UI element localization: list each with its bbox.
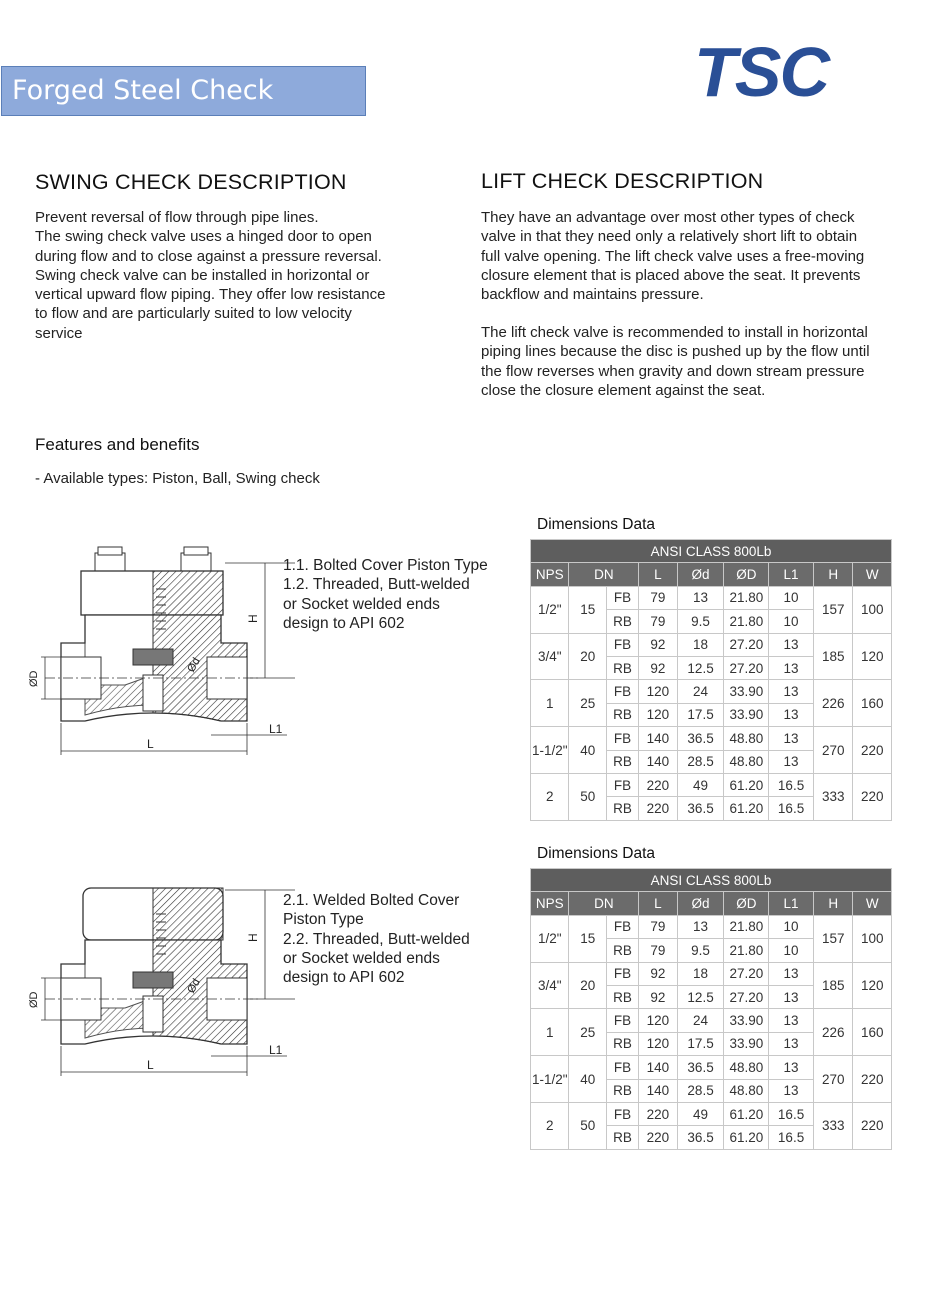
cell-dn: 15	[569, 915, 606, 962]
cell-bore-type: FB	[606, 1056, 638, 1079]
lift-check-heading: LIFT CHECK DESCRIPTION	[481, 169, 764, 193]
cell-h: 157	[813, 586, 853, 633]
table-row	[531, 915, 892, 938]
swing-check-description: Prevent reversal of flow through pipe lines. The swing check valve uses a hinged door to open during flow and to close against a pressure reversal. Swing check valve can be installed in horizontal or vertical upward flow piping. They offer low resistance to flow and are particularly suited to low velocity service	[35, 209, 386, 342]
cell-bore-type: FB	[606, 915, 638, 938]
cell-l1: 13	[769, 1056, 814, 1079]
table-row	[531, 1056, 892, 1079]
col-header-dn: DN	[569, 563, 639, 586]
cell-bore-type: RB	[606, 1079, 638, 1102]
cell-l1: 13	[769, 750, 814, 773]
cell-large-d: 61.20	[724, 1102, 769, 1125]
cell-large-d: 61.20	[724, 1126, 769, 1149]
cell-l1: 10	[769, 610, 814, 633]
cell-h: 226	[813, 680, 853, 727]
cell-dn: 25	[569, 680, 606, 727]
class-header: ANSI CLASS 800Lb	[531, 869, 892, 892]
cell-large-d: 33.90	[724, 1009, 769, 1032]
lift-check-description-2: The lift check valve is recommended to install in horizontal piping lines because the disc is pushed up by the flow until the flow reverses when gravity and down stream pressure close the closure element against the seat.	[481, 324, 870, 399]
dimensions-caption-2: Dimensions Data	[537, 845, 656, 862]
cell-bore-type: FB	[606, 773, 638, 796]
cell-bore-type: RB	[606, 610, 638, 633]
cell-l1: 10	[769, 586, 814, 609]
tsc-logo: TSC	[694, 33, 828, 111]
cell-bore-type: RB	[606, 750, 638, 773]
cell-l: 79	[639, 915, 677, 938]
cell-large-d: 48.80	[724, 1056, 769, 1079]
table-row	[531, 680, 892, 703]
cell-nps: 1/2"	[531, 915, 569, 962]
cell-small-d: 36.5	[677, 1126, 724, 1149]
cell-l: 120	[639, 703, 677, 726]
cell-bore-type: RB	[606, 1032, 638, 1055]
col-header-nps: NPS	[531, 563, 569, 586]
cell-nps: 1/2"	[531, 586, 569, 633]
cell-l1: 16.5	[769, 1102, 814, 1125]
cell-dn: 40	[569, 727, 606, 774]
table-row	[531, 633, 892, 656]
cell-h: 226	[813, 1009, 853, 1056]
dim-label-od-small: Ød	[185, 655, 203, 675]
cell-small-d: 18	[677, 633, 724, 656]
valve-drawing-welded-cover	[25, 880, 295, 1080]
lift-check-description-1: They have an advantage over most other types of check valve in that they need only a relatively short lift to obtain full valve opening. The lift check valve uses a free-moving closure element that is placed above the seat. It prevents backflow and maintains pressure.	[481, 209, 865, 304]
cell-small-d: 49	[677, 773, 724, 796]
cell-w: 160	[853, 1009, 892, 1056]
cell-bore-type: RB	[606, 985, 638, 1008]
cell-l: 92	[639, 985, 677, 1008]
cell-small-d: 17.5	[677, 1032, 724, 1055]
cell-h: 157	[813, 915, 853, 962]
cell-w: 220	[853, 1102, 892, 1149]
dim-label-od-large-2: ØD	[28, 991, 40, 1008]
cell-h: 333	[813, 773, 853, 820]
col-header-dn: DN	[569, 892, 639, 915]
cell-h: 270	[813, 1056, 853, 1103]
cell-large-d: 33.90	[724, 703, 769, 726]
cell-nps: 1	[531, 1009, 569, 1056]
cell-dn: 25	[569, 1009, 606, 1056]
type-list-2: 2.1. Welded Bolted Cover Piston Type 2.2. Threaded, Butt-welded or Socket welded ends design to API 602	[283, 892, 470, 987]
dim-label-od-small-2: Ød	[185, 976, 203, 996]
cell-large-d: 27.20	[724, 656, 769, 679]
cell-w: 120	[853, 962, 892, 1009]
cell-l1: 13	[769, 1079, 814, 1102]
dim-label-l-2: L	[147, 1058, 154, 1072]
cell-l1: 10	[769, 939, 814, 962]
cell-l1: 13	[769, 656, 814, 679]
cell-nps: 1-1/2"	[531, 1056, 569, 1103]
cell-small-d: 28.5	[677, 1079, 724, 1102]
cell-dn: 20	[569, 962, 606, 1009]
table-row	[531, 962, 892, 985]
col-header-large-d: ØD	[724, 563, 769, 586]
cell-l: 79	[639, 939, 677, 962]
cell-l: 92	[639, 633, 677, 656]
cell-dn: 50	[569, 773, 606, 820]
cell-large-d: 21.80	[724, 939, 769, 962]
cell-small-d: 9.5	[677, 610, 724, 633]
valve-drawing-bolted-cover	[25, 545, 295, 760]
col-header-large-d: ØD	[724, 892, 769, 915]
class-header: ANSI CLASS 800Lb	[531, 540, 892, 563]
cell-l1: 13	[769, 680, 814, 703]
cell-l: 120	[639, 1009, 677, 1032]
cell-small-d: 49	[677, 1102, 724, 1125]
cell-l1: 13	[769, 962, 814, 985]
cell-bore-type: FB	[606, 633, 638, 656]
cell-l: 140	[639, 727, 677, 750]
cell-bore-type: RB	[606, 797, 638, 820]
page-title-banner: Forged Steel Check Valves	[1, 66, 366, 116]
cell-dn: 15	[569, 586, 606, 633]
cell-large-d: 21.80	[724, 915, 769, 938]
cell-w: 160	[853, 680, 892, 727]
cell-l1: 10	[769, 915, 814, 938]
cell-large-d: 48.80	[724, 727, 769, 750]
cell-small-d: 17.5	[677, 703, 724, 726]
cell-bore-type: FB	[606, 1102, 638, 1125]
cell-small-d: 18	[677, 962, 724, 985]
cell-nps: 1-1/2"	[531, 727, 569, 774]
features-title: Features and benefits	[35, 435, 200, 454]
cell-w: 220	[853, 727, 892, 774]
dim-label-h: H	[246, 614, 260, 623]
cell-large-d: 61.20	[724, 797, 769, 820]
cell-l: 220	[639, 797, 677, 820]
cell-l: 120	[639, 680, 677, 703]
cell-w: 220	[853, 1056, 892, 1103]
cell-large-d: 27.20	[724, 962, 769, 985]
cell-h: 270	[813, 727, 853, 774]
table-row	[531, 727, 892, 750]
col-header-h: H	[813, 563, 853, 586]
dimensions-table-1	[530, 539, 892, 821]
type-list-1: 1.1. Bolted Cover Piston Type 1.2. Threaded, Butt-welded or Socket welded ends design to API 602	[283, 557, 488, 632]
dim-label-h-2: H	[246, 933, 260, 942]
cell-large-d: 33.90	[724, 680, 769, 703]
col-header-w: W	[853, 563, 892, 586]
cell-l1: 13	[769, 1032, 814, 1055]
cell-l1: 16.5	[769, 773, 814, 796]
cell-l1: 13	[769, 985, 814, 1008]
cell-bore-type: FB	[606, 962, 638, 985]
cell-small-d: 12.5	[677, 985, 724, 1008]
cell-w: 220	[853, 773, 892, 820]
col-header-small-d: Ød	[677, 563, 724, 586]
cell-l: 220	[639, 1102, 677, 1125]
cell-l: 120	[639, 1032, 677, 1055]
cell-small-d: 9.5	[677, 939, 724, 962]
cell-nps: 2	[531, 1102, 569, 1149]
cell-large-d: 33.90	[724, 1032, 769, 1055]
cell-bore-type: RB	[606, 939, 638, 962]
cell-large-d: 27.20	[724, 985, 769, 1008]
cell-dn: 50	[569, 1102, 606, 1149]
col-header-l: L	[639, 892, 677, 915]
cell-l1: 16.5	[769, 1126, 814, 1149]
cell-nps: 1	[531, 680, 569, 727]
cell-small-d: 12.5	[677, 656, 724, 679]
cell-l: 140	[639, 1079, 677, 1102]
cell-l1: 13	[769, 1009, 814, 1032]
cell-w: 120	[853, 633, 892, 680]
cell-large-d: 21.80	[724, 586, 769, 609]
cell-l1: 16.5	[769, 797, 814, 820]
cell-l: 140	[639, 1056, 677, 1079]
col-header-small-d: Ød	[677, 892, 724, 915]
col-header-h: H	[813, 892, 853, 915]
cell-w: 100	[853, 586, 892, 633]
cell-bore-type: RB	[606, 1126, 638, 1149]
dim-label-l1: L1	[269, 722, 283, 736]
dimensions-table-2	[530, 868, 892, 1150]
cell-small-d: 28.5	[677, 750, 724, 773]
cell-h: 333	[813, 1102, 853, 1149]
cell-large-d: 27.20	[724, 633, 769, 656]
dim-label-od-large: ØD	[28, 670, 40, 687]
cell-l1: 13	[769, 703, 814, 726]
cell-l: 92	[639, 962, 677, 985]
col-header-w: W	[853, 892, 892, 915]
cell-bore-type: FB	[606, 680, 638, 703]
cell-l: 79	[639, 586, 677, 609]
cell-small-d: 13	[677, 915, 724, 938]
cell-l: 92	[639, 656, 677, 679]
cell-small-d: 36.5	[677, 1056, 724, 1079]
cell-dn: 20	[569, 633, 606, 680]
cell-small-d: 36.5	[677, 797, 724, 820]
cell-bore-type: FB	[606, 586, 638, 609]
cell-small-d: 24	[677, 1009, 724, 1032]
cell-small-d: 13	[677, 586, 724, 609]
cell-bore-type: FB	[606, 1009, 638, 1032]
table-row	[531, 1102, 892, 1125]
cell-nps: 3/4"	[531, 962, 569, 1009]
table-row	[531, 586, 892, 609]
col-header-l1: L1	[769, 563, 814, 586]
col-header-l: L	[639, 563, 677, 586]
cell-large-d: 21.80	[724, 610, 769, 633]
cell-l: 220	[639, 773, 677, 796]
cell-small-d: 24	[677, 680, 724, 703]
cell-l: 79	[639, 610, 677, 633]
cell-l: 220	[639, 1126, 677, 1149]
cell-bore-type: RB	[606, 656, 638, 679]
cell-large-d: 48.80	[724, 1079, 769, 1102]
cell-nps: 3/4"	[531, 633, 569, 680]
cell-l: 140	[639, 750, 677, 773]
cell-l1: 13	[769, 727, 814, 750]
dim-label-l: L	[147, 737, 154, 751]
cell-large-d: 61.20	[724, 773, 769, 796]
cell-small-d: 36.5	[677, 727, 724, 750]
swing-check-heading: SWING CHECK DESCRIPTION	[35, 170, 347, 194]
cell-bore-type: FB	[606, 727, 638, 750]
cell-h: 185	[813, 633, 853, 680]
cell-h: 185	[813, 962, 853, 1009]
cell-l1: 13	[769, 633, 814, 656]
dimensions-caption-1: Dimensions Data	[537, 516, 656, 533]
col-header-nps: NPS	[531, 892, 569, 915]
table-row	[531, 773, 892, 796]
cell-bore-type: RB	[606, 703, 638, 726]
cell-nps: 2	[531, 773, 569, 820]
dim-label-l1-2: L1	[269, 1043, 283, 1057]
table-row	[531, 1009, 892, 1032]
cell-w: 100	[853, 915, 892, 962]
cell-large-d: 48.80	[724, 750, 769, 773]
col-header-l1: L1	[769, 892, 814, 915]
cell-dn: 40	[569, 1056, 606, 1103]
features-text: - Available types: Piston, Ball, Swing check	[35, 470, 320, 487]
